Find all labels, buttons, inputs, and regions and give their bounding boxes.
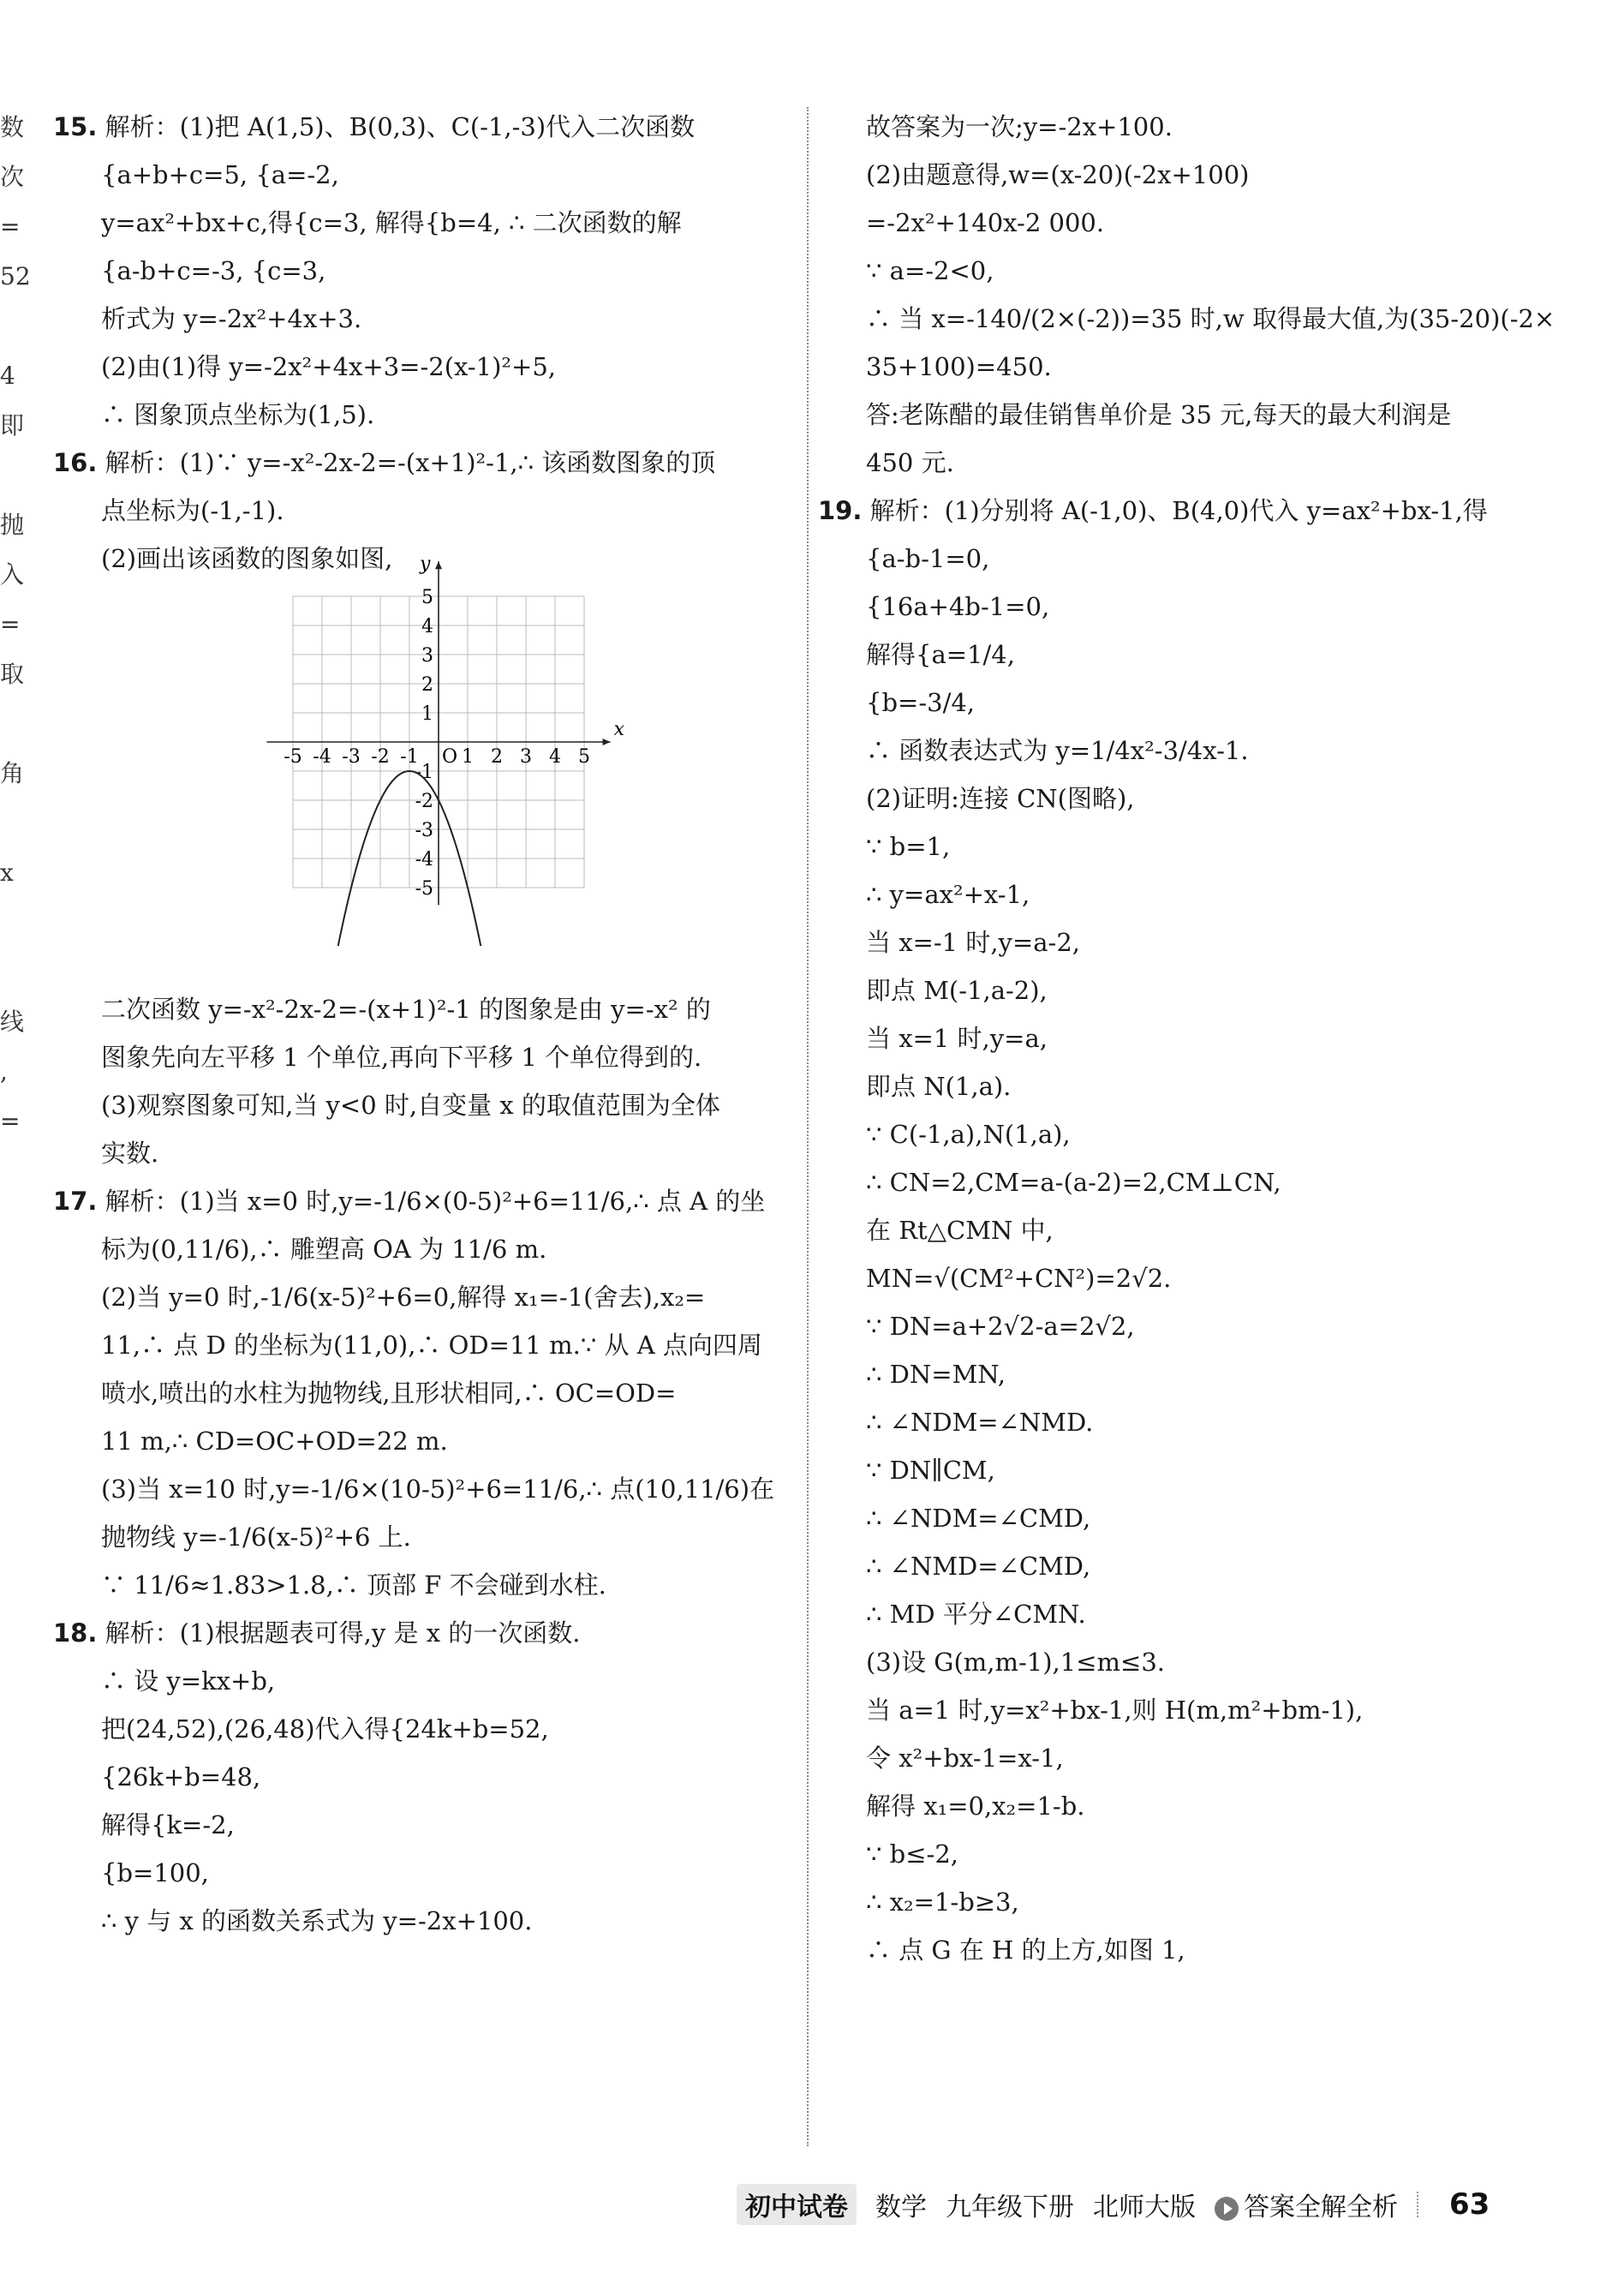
text-line xyxy=(818,1014,1563,1062)
parabola-graph xyxy=(242,553,625,982)
text-line xyxy=(53,1081,794,1129)
line-text: 当 x=-1 时,y=a-2, xyxy=(866,928,1080,957)
line-text: 抛物线 y=-1/6(x-5)²+6 上. xyxy=(101,1522,411,1552)
edge-fragment xyxy=(0,799,21,848)
line-text: 析式为 y=-2x²+4x+3. xyxy=(101,304,362,333)
edge-fragment: = xyxy=(0,610,21,638)
text-line xyxy=(818,1782,1563,1830)
line-text: 450 元. xyxy=(866,448,954,477)
text-line xyxy=(818,103,1563,151)
edge-fragment xyxy=(0,699,21,749)
line-text: 标为(0,11/6),∴ 雕塑高 OA 为 11/6 m. xyxy=(101,1235,547,1264)
line-text: ∵ b=1, xyxy=(866,832,951,861)
text-line xyxy=(818,631,1563,679)
line-text: ∵ a=-2<0, xyxy=(866,256,994,285)
text-line xyxy=(818,775,1563,822)
x-tick-label: 3 xyxy=(520,746,532,768)
edge-fragment xyxy=(0,302,21,351)
y-axis-label: y xyxy=(420,553,431,576)
text-line xyxy=(818,1734,1563,1782)
line-text: y=ax²+bx+c,得{c=3, 解得{b=4, ∴ 二次函数的解 xyxy=(101,208,682,237)
play-icon xyxy=(1215,2197,1239,2221)
text-line xyxy=(818,343,1563,391)
footer-brand: 初中试卷 xyxy=(737,2184,857,2225)
text-line xyxy=(53,103,794,151)
question-number: 15. xyxy=(53,112,98,141)
text-line xyxy=(818,1158,1563,1206)
edge-fragment: = xyxy=(0,1107,21,1135)
footer-answer-label: 答案全解全析 xyxy=(1244,2192,1398,2222)
line-text: {b=100, xyxy=(101,1858,209,1887)
left-edge-fragments xyxy=(0,103,31,1146)
text-line xyxy=(53,487,794,535)
text-line xyxy=(53,343,794,391)
edge-fragment xyxy=(0,451,21,500)
question-number: 17. xyxy=(53,1187,98,1216)
text-line xyxy=(818,1446,1563,1494)
text-line xyxy=(818,870,1563,918)
page-number: 63 xyxy=(1449,2187,1490,2222)
line-text: 即点 M(-1,a-2), xyxy=(866,976,1048,1005)
edge-fragment xyxy=(0,898,21,948)
edge-fragment: 入 xyxy=(0,560,25,589)
edge-fragment: 次 xyxy=(0,163,25,191)
text-line xyxy=(818,295,1563,343)
x-tick-label: 4 xyxy=(549,746,561,768)
y-tick-label: 2 xyxy=(421,674,433,696)
text-line xyxy=(818,535,1563,583)
y-tick-label: -3 xyxy=(415,820,433,841)
line-text: (3)观察图象可知,当 y<0 时,自变量 x 的取值范围为全体 xyxy=(101,1091,720,1120)
text-line xyxy=(818,1926,1563,1974)
edge-fragment: 取 xyxy=(0,660,25,688)
x-tick-label: -1 xyxy=(400,746,419,768)
text-line xyxy=(818,1542,1563,1590)
x-tick-label: -4 xyxy=(313,746,331,768)
text-line xyxy=(818,1206,1563,1254)
text-line xyxy=(53,1897,794,1945)
line-text: 35+100)=450. xyxy=(866,352,1052,381)
text-line xyxy=(818,1254,1563,1302)
y-tick-label: 3 xyxy=(421,645,433,667)
line-text: 令 x²+bx-1=x-1, xyxy=(866,1744,1064,1773)
line-text: 即点 N(1,a). xyxy=(866,1072,1012,1101)
line-text: {b=-3/4, xyxy=(866,688,976,717)
line-text: 图象先向左平移 1 个单位,再向下平移 1 个单位得到的. xyxy=(101,1043,702,1072)
edge-fragment: , xyxy=(0,1057,8,1086)
line-text: 11 m,∴ CD=OC+OD=22 m. xyxy=(101,1427,448,1456)
x-tick-label: 2 xyxy=(491,746,503,768)
x-tick-label: -3 xyxy=(342,746,361,768)
edge-fragment: 线 xyxy=(0,1008,25,1036)
text-line xyxy=(53,199,794,247)
line-text: ∴ 图象顶点坐标为(1,5). xyxy=(101,400,375,429)
text-line xyxy=(53,1273,794,1321)
line-text: 喷水,喷出的水柱为抛物线,且形状相同,∴ OC=OD= xyxy=(101,1379,677,1408)
text-line xyxy=(53,1705,794,1753)
text-line xyxy=(818,918,1563,966)
edge-fragment: = xyxy=(0,212,21,241)
line-text: 当 a=1 时,y=x²+bx-1,则 H(m,m²+bm-1), xyxy=(866,1696,1364,1725)
line-text: {a+b+c=5, {a=-2, xyxy=(101,160,339,189)
text-line xyxy=(53,295,794,343)
line-text: 把(24,52),(26,48)代入得{24k+b=52, xyxy=(101,1714,549,1744)
question-number: 19. xyxy=(818,496,863,525)
text-line xyxy=(53,1801,794,1849)
text-line xyxy=(818,679,1563,727)
text-line xyxy=(818,583,1563,631)
text-line xyxy=(818,391,1563,439)
line-text: ∵ b≤-2, xyxy=(866,1839,958,1869)
text-line xyxy=(53,1561,794,1609)
edge-fragment: 数 xyxy=(0,113,25,141)
text-line xyxy=(53,391,794,439)
text-line xyxy=(53,1225,794,1273)
text-line xyxy=(818,1110,1563,1158)
line-text: ∴ CN=2,CM=a-(a-2)=2,CM⊥CN, xyxy=(866,1168,1281,1197)
text-line xyxy=(53,1513,794,1561)
x-tick-label: 1 xyxy=(462,746,474,768)
line-text: 解得 x₁=0,x₂=1-b. xyxy=(866,1791,1085,1821)
y-tick-label: -5 xyxy=(415,878,433,900)
page-footer xyxy=(737,2185,1508,2224)
line-text: 11,∴ 点 D 的坐标为(11,0),∴ OD=11 m.∵ 从 A 点向四周 xyxy=(101,1331,762,1360)
footer-grade: 九年级下册 xyxy=(946,2192,1074,2222)
y-tick-label: -1 xyxy=(415,762,433,783)
x-tick-label: 5 xyxy=(578,746,590,768)
right-column xyxy=(818,103,1563,1974)
footer-subject: 数学 xyxy=(875,2192,927,2222)
line-text: ∴ ∠NDM=∠CMD, xyxy=(866,1504,1091,1533)
text-line xyxy=(818,1062,1563,1110)
text-line xyxy=(818,1638,1563,1686)
line-text: ∴ MD 平分∠CMN. xyxy=(866,1600,1086,1629)
question-number: 18. xyxy=(53,1618,98,1648)
x-tick-label: -5 xyxy=(284,746,302,768)
line-text: 解得{k=-2, xyxy=(101,1810,235,1839)
footer-separator xyxy=(1417,2192,1418,2217)
text-line xyxy=(53,1369,794,1417)
text-line xyxy=(53,439,794,487)
text-line xyxy=(818,439,1563,487)
line-text: ∴ DN=MN, xyxy=(866,1360,1006,1389)
line-text: {a-b+c=-3, {c=3, xyxy=(101,256,326,285)
line-text: (2)证明:连接 CN(图略), xyxy=(866,784,1135,813)
text-line xyxy=(53,247,794,295)
line-text: 二次函数 y=-x²-2x-2=-(x+1)²-1 的图象是由 y=-x² 的 xyxy=(101,995,711,1024)
text-line xyxy=(818,1398,1563,1446)
line-text: {a-b-1=0, xyxy=(866,544,990,573)
text-line xyxy=(53,1033,794,1081)
edge-fragment: 抛 xyxy=(0,511,25,539)
text-line xyxy=(53,1129,794,1177)
edge-fragment: 角 xyxy=(0,759,25,787)
text-line xyxy=(818,727,1563,775)
line-text: (2)画出该函数的图象如图, xyxy=(101,544,393,573)
x-tick-label: -2 xyxy=(371,746,390,768)
footer-edition: 北师大版 xyxy=(1093,2192,1196,2222)
line-text: (3)设 G(m,m-1),1≤m≤3. xyxy=(866,1648,1165,1677)
line-text: ∵ DN∥CM, xyxy=(866,1456,995,1485)
y-tick-label: 5 xyxy=(421,587,433,608)
x-axis-arrow xyxy=(603,739,611,745)
text-line xyxy=(818,1686,1563,1734)
line-text: ∴ 函数表达式为 y=1/4x²-3/4x-1. xyxy=(866,736,1249,765)
line-text: (2)由(1)得 y=-2x²+4x+3=-2(x-1)²+5, xyxy=(101,352,557,381)
line-text: 解得{a=1/4, xyxy=(866,640,1015,669)
line-text: ∴ 点 G 在 H 的上方,如图 1, xyxy=(866,1935,1185,1965)
text-line xyxy=(818,1878,1563,1926)
line-text: {16a+4b-1=0, xyxy=(866,592,1050,621)
text-line xyxy=(818,1350,1563,1398)
edge-fragment: 4 xyxy=(0,362,15,390)
edge-fragment xyxy=(0,948,21,997)
text-line xyxy=(818,822,1563,870)
text-line xyxy=(818,1830,1563,1878)
y-tick-label: 4 xyxy=(421,616,433,637)
edge-fragment: x xyxy=(0,858,14,887)
edge-fragment: 即 xyxy=(0,411,25,440)
text-line xyxy=(53,1321,794,1369)
line-text: 解析：(1)根据题表可得,y 是 x 的一次函数. xyxy=(104,1618,581,1648)
line-text: ∵ DN=a+2√2-a=2√2, xyxy=(866,1312,1135,1341)
line-text: =-2x²+140x-2 000. xyxy=(866,208,1105,237)
line-text: 解析：(1)∵ y=-x²-2x-2=-(x+1)²-1,∴ 该函数图象的顶 xyxy=(104,448,716,477)
text-line xyxy=(818,1302,1563,1350)
line-text: 故答案为一次;y=-2x+100. xyxy=(866,112,1173,141)
origin-label: O xyxy=(442,746,458,768)
line-text: MN=√(CM²+CN²)=2√2. xyxy=(866,1264,1172,1293)
text-line xyxy=(53,1849,794,1897)
text-line xyxy=(818,1590,1563,1638)
line-text: 在 Rt△CMN 中, xyxy=(866,1216,1054,1245)
line-text: {26k+b=48, xyxy=(101,1762,261,1791)
text-line xyxy=(53,1177,794,1225)
line-text: 答:老陈醋的最佳销售单价是 35 元,每天的最大利润是 xyxy=(866,400,1452,429)
text-line xyxy=(818,966,1563,1014)
y-tick-label: -2 xyxy=(415,791,433,812)
text-line xyxy=(53,1609,794,1657)
line-text: (2)当 y=0 时,-1/6(x-5)²+6=0,解得 x₁=-1(舍去),x₂= xyxy=(101,1283,706,1312)
text-line xyxy=(818,487,1563,535)
line-text: ∴ y=ax²+x-1, xyxy=(866,880,1030,909)
line-text: ∴ 当 x=-140/(2×(-2))=35 时,w 取得最大值,为(35-20)(-2× xyxy=(866,304,1555,333)
footer-answer xyxy=(1215,2186,1398,2223)
line-text: ∴ x₂=1-b≥3, xyxy=(866,1887,1019,1917)
line-text: 解析：(1)当 x=0 时,y=-1/6×(0-5)²+6=11/6,∴ 点 A 的坐 xyxy=(104,1187,766,1216)
line-text: (3)当 x=10 时,y=-1/6×(10-5)²+6=11/6,∴ 点(10,11/6)在 xyxy=(101,1474,775,1504)
edge-fragment: 52 xyxy=(0,262,31,290)
line-text: ∴ ∠NDM=∠NMD. xyxy=(866,1408,1094,1437)
y-tick-label: 1 xyxy=(421,703,433,725)
text-line xyxy=(818,1494,1563,1542)
line-text: 点坐标为(-1,-1). xyxy=(101,496,284,525)
text-line xyxy=(53,151,794,199)
text-line xyxy=(53,1753,794,1801)
line-text: 解析：(1)分别将 A(-1,0)、B(4,0)代入 y=ax²+bx-1,得 xyxy=(869,496,1488,525)
question-number: 16. xyxy=(53,448,98,477)
line-text: 实数. xyxy=(101,1139,159,1168)
text-line xyxy=(53,1657,794,1705)
text-line xyxy=(53,1465,794,1513)
line-text: (2)由题意得,w=(x-20)(-2x+100) xyxy=(866,160,1250,189)
line-text: ∵ 11/6≈1.83>1.8,∴ 顶部 F 不会碰到水柱. xyxy=(101,1570,606,1600)
text-line xyxy=(818,151,1563,199)
line-text: ∴ 设 y=kx+b, xyxy=(101,1666,276,1696)
y-tick-label: -4 xyxy=(415,849,433,870)
text-line xyxy=(53,985,794,1033)
left-column xyxy=(53,103,794,1945)
column-divider xyxy=(807,107,809,2146)
text-line xyxy=(818,247,1563,295)
line-text: ∵ C(-1,a),N(1,a), xyxy=(866,1120,1071,1149)
line-text: 当 x=1 时,y=a, xyxy=(866,1024,1048,1053)
text-line xyxy=(53,1417,794,1465)
line-text: ∴ ∠NMD=∠CMD, xyxy=(866,1552,1091,1581)
line-text: ∴ y 与 x 的函数关系式为 y=-2x+100. xyxy=(101,1906,533,1935)
line-text: 解析：(1)把 A(1,5)、B(0,3)、C(-1,-3)代入二次函数 xyxy=(104,112,696,141)
text-line xyxy=(818,199,1563,247)
x-axis-label: x xyxy=(613,719,625,740)
